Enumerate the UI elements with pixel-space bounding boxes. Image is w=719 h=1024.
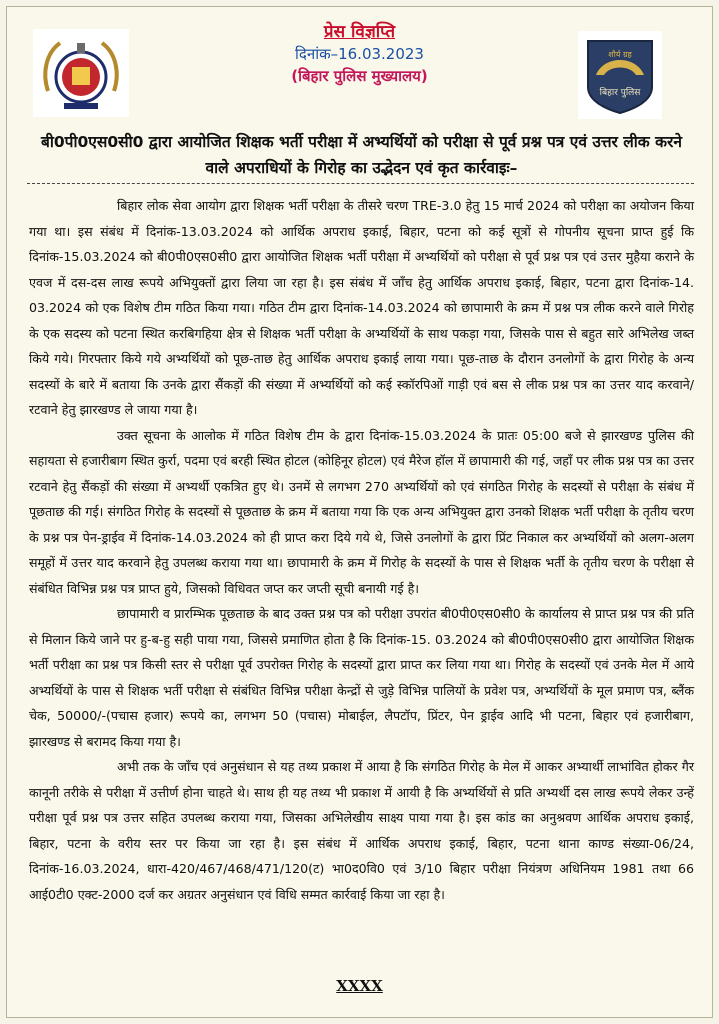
body-paragraph: बिहार लोक सेवा आयोग द्वारा शिक्षक भर्ती परीक्षा के तीसरे चरण TRE-3.0 हेतु 15 मार्च 2024 को परीक्षा का अयोजन किया गया था। इस संबंध में दिनांक-13.03.2024 को आर्थिक अपराध इकाई, बिहार, पटना को कई सूत्रों से गोपनीय सूचना प्राप्त हुई कि दिनांक-15.03.2024 को बी0पी0एस0सी0 द्वारा आयोजित शिक्षक भर्ती परीक्षा में अभ्यर्थियों को परीक्षा से पूर्व प्रश्न पत्र एवं उत्तर मुहैया कराने के एवज में दस-दस लाख रूपये अभियुक्तों द्वारा लिया जा रहा है। इस संबंध में जाँच हेतु आर्थिक अपराध इकाई, बिहार, पटना द्वारा दिनांक-14. 03.2024 को एक विशेष टीम गठित किया गया। गठित टीम द्वारा दिनांक-14.03.2024 को छापामारी के क्रम में प्रश्न पत्र लीक करने वाले गिरोह के एक सदस्य को पटना स्थित करबिगहिया क्षेत्र से शिक्षक भर्ती परीक्षा के अभ्यर्थियों के साथ पकड़ा गया, जिसके पास से बहुत सारे अभिलेख जब्त किये गये। गिरफ्तार किये गये अभ्यर्थियों को पूछ-ताछ हेतु आर्थिक अपराध इकाई लाया गया। पूछ-ताछ के दौरान उनलोगों के द्वारा गिरोह के अन्य सदस्यों के बारे में बताया कि उनके द्वारा सैंकड़ों की संख्या में अभ्यर्थियों को कई स्कॉरपिओं गाड़ी एवं बस से लीक प्रश्न पत्र का उत्तर याद करवाने/रटवाने हेतु झारखण्ड ले जाया गया है। xyxy=(29,198,695,417)
press-release-page xyxy=(6,6,713,1018)
body-paragraph: उक्त सूचना के आलोक में गठित विशेष टीम के द्वारा दिनांक-15.03.2024 के प्रातः 05:00 बजे से झारखण्ड पुलिस की सहायता से हजारीबाग स्थित कुर्रा, पदमा एवं बरही स्थित होटल (कोहिनूर होटल) एवं मैरेज हॉल में छापामारी की गई, जहाँ पर लीक प्रश्न पत्र का उत्तर रटवाने हेतु सैंकड़ों की संख्या में अभ्यर्थी एकत्रित हुए थे। उनमें से लगभग 270 अभ्यर्थियों को एवं संगठित गिरोह के सदस्यों से परीक्षा के संबंध में पूछताछ की गई। संगठित गिरोह के सदस्यों से पूछताछ के क्रम में बताया गया कि एक अन्य अभियुक्त द्वारा उनको शिक्षक भर्ती परीक्षा के तृतीय चरण के प्रश्न पत्र पेन-ड्राईव में दिनांक-14.03.2024 को ही प्राप्त करा दिये गये थे, जिसे उनलोगों के द्वारा प्रिंट निकाल कर अभ्यर्थियों को अलग-अलग समूहों में उत्तर याद करवाने हेतु उपलब्ध कराया गया था। छापामारी के क्रम में गिरोह के सदस्यों के पास से शिक्षक भर्ती के तृतीय चरण के परीक्षा से संबंधित विभिन्न प्रश्न पत्र प्राप्त हुये, जिसको विधिवत जप्त कर जप्ती सूची बनायी गई है। xyxy=(29,427,694,596)
press-release-title: प्रेस विज्ञप्ति xyxy=(323,22,396,42)
press-release-subject: बी0पी0एस0सी0 द्वारा आयोजित शिक्षक भर्ती परीक्षा में अभ्यर्थियों को परीक्षा से पूर्व प्रश्न पत्र एवं उत्तर लीक करने वाले अपराधियों के गिरोह का उद्भेदन एवं कृत कार्रवाइः– xyxy=(41,133,682,177)
end-marker: XXXX xyxy=(336,977,383,995)
bihar-police-badge-logo xyxy=(578,31,662,119)
press-release-date: दिनांक–16.03.2023 xyxy=(295,45,424,63)
press-release-header xyxy=(7,7,712,122)
body-paragraph: छापामारी व प्रारम्भिक पूछताछ के बाद उक्त प्रश्न पत्र को परीक्षा उपरांत बी0पी0एस0सी0 के कार्यालय से प्राप्त प्रश्न पत्र की प्रति से मिलान किये जाने पर हु-ब-हु सही पाया गया, जिससे प्रमाणित होता है कि दिनांक-15. 03.2024 को बी0पी0एस0सी0 द्वारा आयोजित शिक्षक भर्ती परीक्षा का प्रश्न पत्र किसी स्तर से परीक्षा पूर्व उपरोक्त गिरोह के सदस्यों द्वारा प्राप्त कर लिया गया था। गिरोह के सदस्यों एवं उनके मेल में आये अभ्यर्थियों के पास से शिक्षक भर्ती परीक्षा से संबंधित विभिन्न परीक्षा केन्द्रों से जुड़े विभिन्न पालियों के प्रवेश पत्र, अभ्यर्थियों के मूल प्रमाण पत्र, ब्लैंक चेक, 50000/-(पचास हजार) रूपये का, लगभग 50 (पचास) मोबाईल, लैपटॉप, प्रिंटर, पेन ड्राईव आदि भी पटना, बिहार एवं हजारीबाग, झारखण्ड से बरामद किया गया है। xyxy=(29,606,694,749)
police-badge-icon xyxy=(582,35,658,115)
issuing-office: (बिहार पुलिस मुख्यालय) xyxy=(291,67,428,85)
press-release-body xyxy=(29,193,694,907)
badge-motto: शौर्य ग्रह xyxy=(608,50,632,59)
body-paragraph: अभी तक के जाँच एवं अनुसंधान से यह तथ्य प्रकाश में आया है कि संगठित गिरोह के मेल में आकर अभ्यार्थी लाभांवित होकर गैर कानूनी तरीके से परीक्षा में उत्तीर्ण होना चाहते थे। साथ ही यह तथ्य भी प्रकाश में आयी है कि अभ्यर्थियों से प्रति अभ्यर्थी दस लाख रूपये लेकर उन्हें परीक्षा पूर्व प्रश्न पत्र उत्तर सहित उपलब्ध कराया गया, जिसका अभिलेखीय साक्ष्य पाया गया है। इस कांड का अनुश्रवण आर्थिक अपराध इकाई, बिहार, पटना के वरीय स्तर पर किया जा रहा है। इस संबंध में आर्थिक अपराध इकाई, बिहार, पटना थाना काण्ड संख्या-06/24, दिनांक-16.03.2024, धारा-420/467/468/471/120(ट) भा0द0वि0 एवं 3/10 बिहार परीक्षा नियंत्रण अधिनियम 1981 तथा 66 आई0टी0 एक्ट-2000 दर्ज कर अग्रतर अनुसंधान एवं विधि सम्मत कार्रवाई किया जा रहा है। xyxy=(29,759,694,902)
divider xyxy=(27,183,694,184)
badge-caption: बिहार पुलिस xyxy=(599,88,641,98)
